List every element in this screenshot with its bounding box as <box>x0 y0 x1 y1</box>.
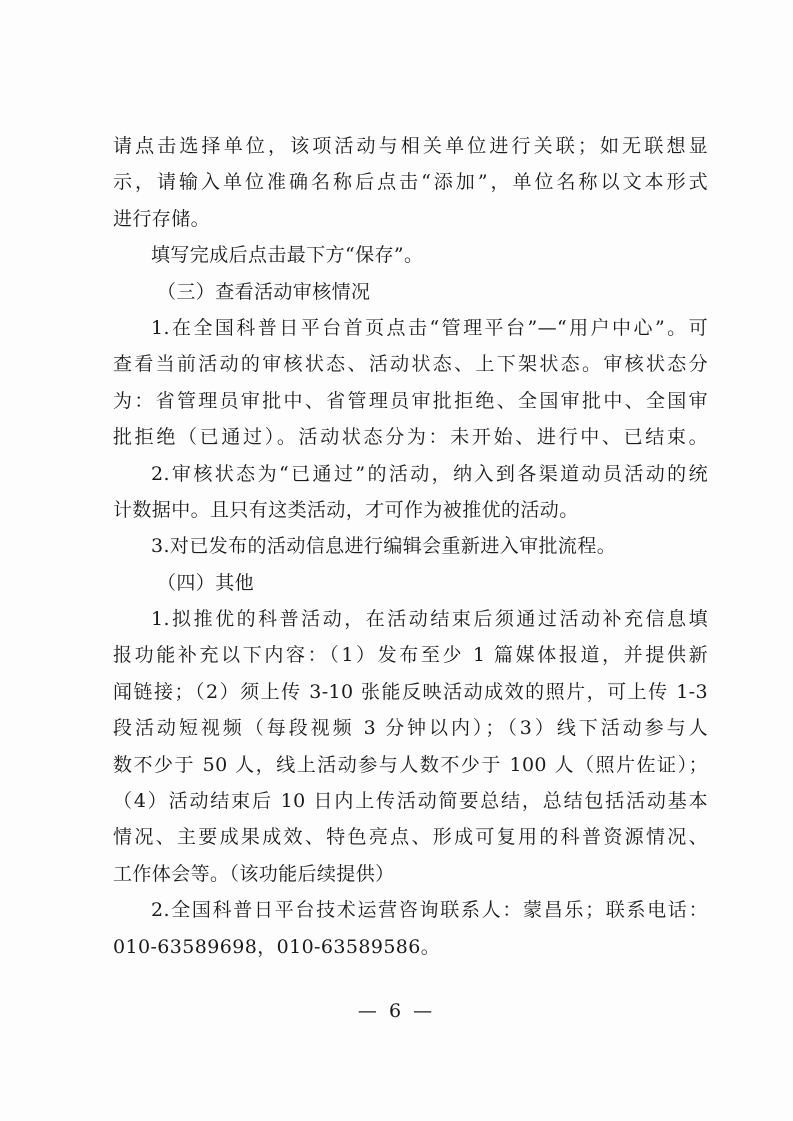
section-heading: （四）其他 <box>157 571 255 594</box>
page-number: — 6 — <box>357 1000 436 1022</box>
paragraph-line: 为：省管理员审批中、省管理员审批拒绝、全国审批中、全国审 <box>113 389 708 412</box>
paragraph-line: 示，请输入单位准确名称后点击“添加”，单位名称以文本形式 <box>113 171 708 194</box>
paragraph-line: 计数据中。且只有这类活动，才可作为被推优的活动。 <box>113 498 579 521</box>
paragraph-line: 3.对已发布的活动信息进行编辑会重新进入审批流程。 <box>151 535 617 558</box>
paragraph-line: 报功能补充以下内容：（1）发布至少 1 篇媒体报道，并提供新 <box>113 644 708 667</box>
paragraph-line: 闻链接；（2）须上传 3-10 张能反映活动成效的照片，可上传 1-3 <box>113 680 708 703</box>
section-heading: （三）查看活动审核情况 <box>157 280 371 303</box>
paragraph-line: 填写完成后点击最下方“保存”。 <box>151 244 424 267</box>
paragraph-line: 段活动短视频（每段视频 3 分钟以内）；（3）线下活动参与人 <box>113 717 708 740</box>
paragraph-line: 1.在全国科普日平台首页点击“管理平台”—“用户中心”。可 <box>151 316 708 339</box>
paragraph-line: 请点击选择单位，该项活动与相关单位进行关联；如无联想显 <box>113 135 708 157</box>
paragraph-line: 工作体会等。（该功能后续提供） <box>113 862 395 885</box>
paragraph-line: 数不少于 50 人，线上活动参与人数不少于 100 人（照片佐证）； <box>113 753 708 776</box>
paragraph-line: 2.全国科普日平台技术运营咨询联系人：蒙昌乐；联系电话： <box>151 899 708 922</box>
paragraph-line: 情况、主要成果成效、特色亮点、形成可复用的科普资源情况、 <box>113 826 708 849</box>
paragraph-line: （4）活动结束后 10 日内上传活动简要总结，总结包括活动基本 <box>113 790 708 813</box>
document-body <box>113 128 708 965</box>
paragraph-line: 2.审核状态为“已通过”的活动，纳入到各渠道动员活动的统 <box>151 462 708 485</box>
paragraph-line: 进行存储。 <box>113 207 211 230</box>
paragraph-line: 查看当前活动的审核状态、活动状态、上下架状态。审核状态分 <box>113 353 708 376</box>
paragraph-line: 1.拟推优的科普活动，在活动结束后须通过活动补充信息填 <box>151 608 708 631</box>
paragraph-line: 批拒绝（已通过）。活动状态分为：未开始、进行中、已结束。 <box>113 426 708 449</box>
paragraph-line: 010-63589698，010-63589586。 <box>113 935 441 958</box>
